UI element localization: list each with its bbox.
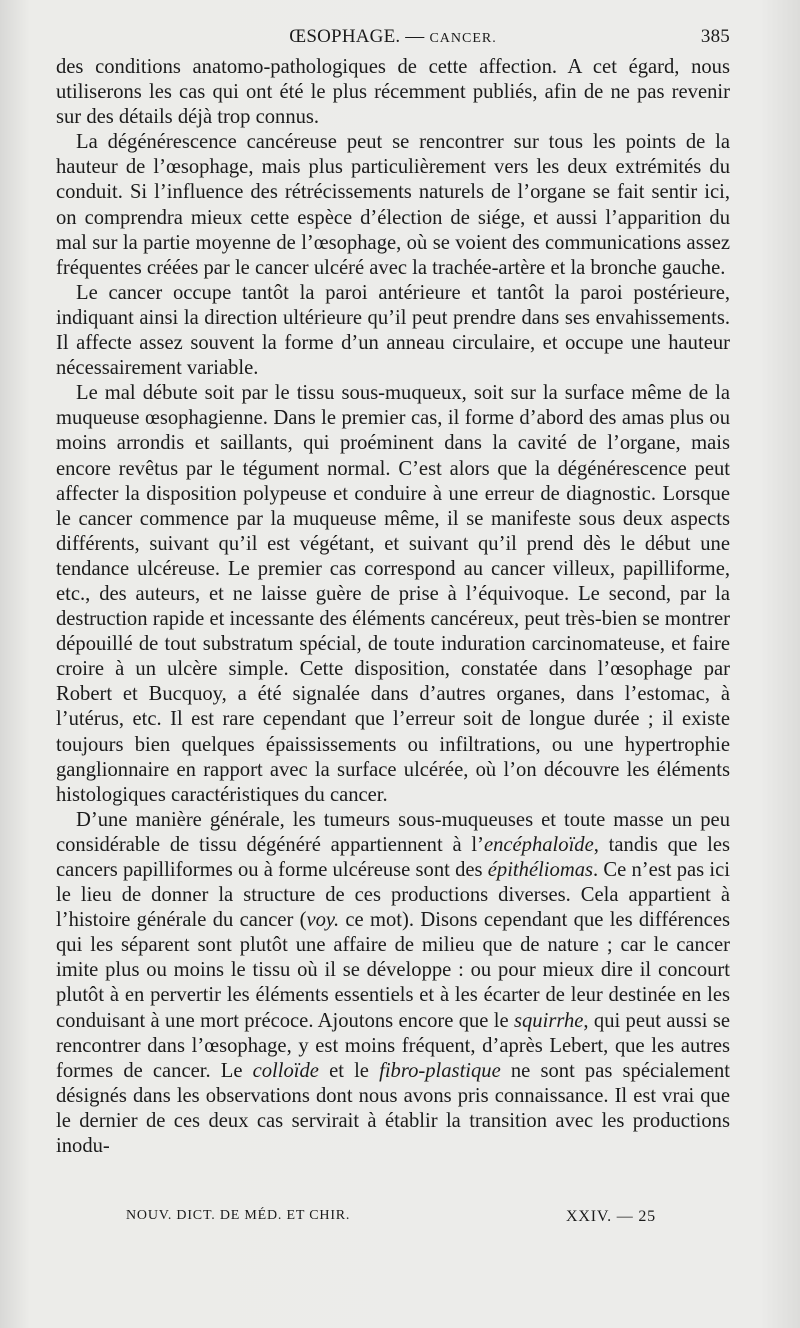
text-run: , qui peut aussi se rencontrer dans l’œsophage, y est moins fréquent, d’après Lebert, que les autres formes de cancer. Le [56, 1009, 731, 1082]
page-number: 385 [700, 26, 730, 47]
text-run: . Ce n’est pas ici le lieu de donner la structure de ces productions diverses. Cela appartient à l’histoire générale du cancer ( [56, 859, 730, 932]
signature-footer [56, 1208, 730, 1232]
text-run: et le [318, 1059, 380, 1082]
paragraph-1: des conditions anatomo-pathologiques de cette affection. A cet égard, nous utiliserons les cas qui ont été le plus récemment publiés, afin de ne pas revenir sur des détails déjà trop connus. [56, 56, 730, 129]
running-header [56, 26, 730, 56]
italic-term: voy. [306, 909, 340, 932]
text-run: ce mot). Disons cependant que les différences qui les séparent sont plutôt une affaire de milieu que de nature ; car le cancer imite plus ou moins le tissu où il se développe : ou pour mieux dire il concourt plutôt à en pervertir les éléments essentiels et à les écarter de leur destinée en les conduisant à une mort précoce. Ajoutons encore que le [56, 909, 730, 1032]
header-title [56, 26, 730, 48]
text-run: D’une manière générale, les tumeurs sous-muqueuses et toute masse un peu considérable de tissu dégénéré appartiennent à l’ [56, 808, 730, 856]
text-run: ne sont pas spécialement désignés dans les observations dont nous avons pris connaissance. Il est vrai que le dernier de ces deux cas servirait à établir la transition avec les productions inodu- [56, 1059, 730, 1158]
italic-term: colloïde [252, 1059, 319, 1082]
footer-publication: NOUV. DICT. DE MÉD. ET CHIR. [126, 1208, 351, 1223]
header-subsection: CANCER. [429, 31, 497, 46]
italic-term: squirrhe [513, 1009, 584, 1032]
header-section: ŒSOPHAGE. — [289, 26, 425, 47]
italic-term: encéphaloïde [483, 833, 594, 856]
text-run: , tandis que les cancers papilliformes ou à forme ulcéreuse sont des [56, 833, 730, 881]
italic-term: fibro-plastique [379, 1059, 501, 1082]
italic-term: épithéliomas [487, 859, 594, 881]
body-text [56, 55, 730, 1159]
paragraph-4: Le mal débute soit par le tissu sous-muqueux, soit sur la surface même de la muqueuse œsophagienne. Dans le premier cas, il forme d’abord des amas plus ou moins arrondis et saillants, qui proéminent dans la cavité de l’organe, mais encore revêtus par le tégument normal. C’est alors que la dégénérescence peut affecter la disposition polypeuse et conduire à une erreur de diagnostic. Lorsque le cancer commence par la muqueuse même, il se manifeste sous deux aspects différents, suivant qu’il est végétant, et suivant qu’il prend dès le début une tendance ulcéreuse. Le premier cas correspond au cancer villeux, papilliforme, etc., des auteurs, et ne laisse guère de prise à l’équivoque. Le second, par la destruction rapide et incessante des éléments cancéreux, peut très-bien se montrer dépouillé de tout substratum spécial, de toute induration carcinomateuse, et faire croire à un ulcère simple. Cette disposition, constatée dans l’œsophage par Robert et Bucquoy, a été signalée dans d’autres organes, dans l’estomac, à l’utérus, etc. Il est rare cependant que l’erreur soit de longue durée ; il existe toujours bien quelques épaississements ou infiltrations, ou une hypertrophie ganglionnaire en rapport avec la surface ulcérée, où l’on découvre les éléments histologiques caractéristiques du cancer. [56, 382, 730, 806]
paragraph-2: La dégénérescence cancéreuse peut se rencontrer sur tous les points de la hauteur de l’œsophage, mais plus particulièrement vers les deux extrémités du conduit. Si l’influence des rétrécissements naturels de l’organe se fait sentir ici, on comprendra mieux cette espèce d’élection de siége, et aussi l’apparition du mal sur la partie moyenne de l’œsophage, où se voient des communications assez fréquentes créées par le cancer ulcéré avec la trachée-artère et la bronche gauche. [56, 131, 730, 279]
footer-volume: XXIV. — 25 [566, 1208, 656, 1225]
paragraph-3: Le cancer occupe tantôt la paroi antérieure et tantôt la paroi postérieure, indiquant ainsi la direction ultérieure qu’il peut prendre dans ses envahissements. Il affecte assez souvent la forme d’un anneau circulaire, et occupe une hauteur nécessairement variable. [56, 281, 730, 380]
paragraph-5 [56, 808, 730, 1159]
